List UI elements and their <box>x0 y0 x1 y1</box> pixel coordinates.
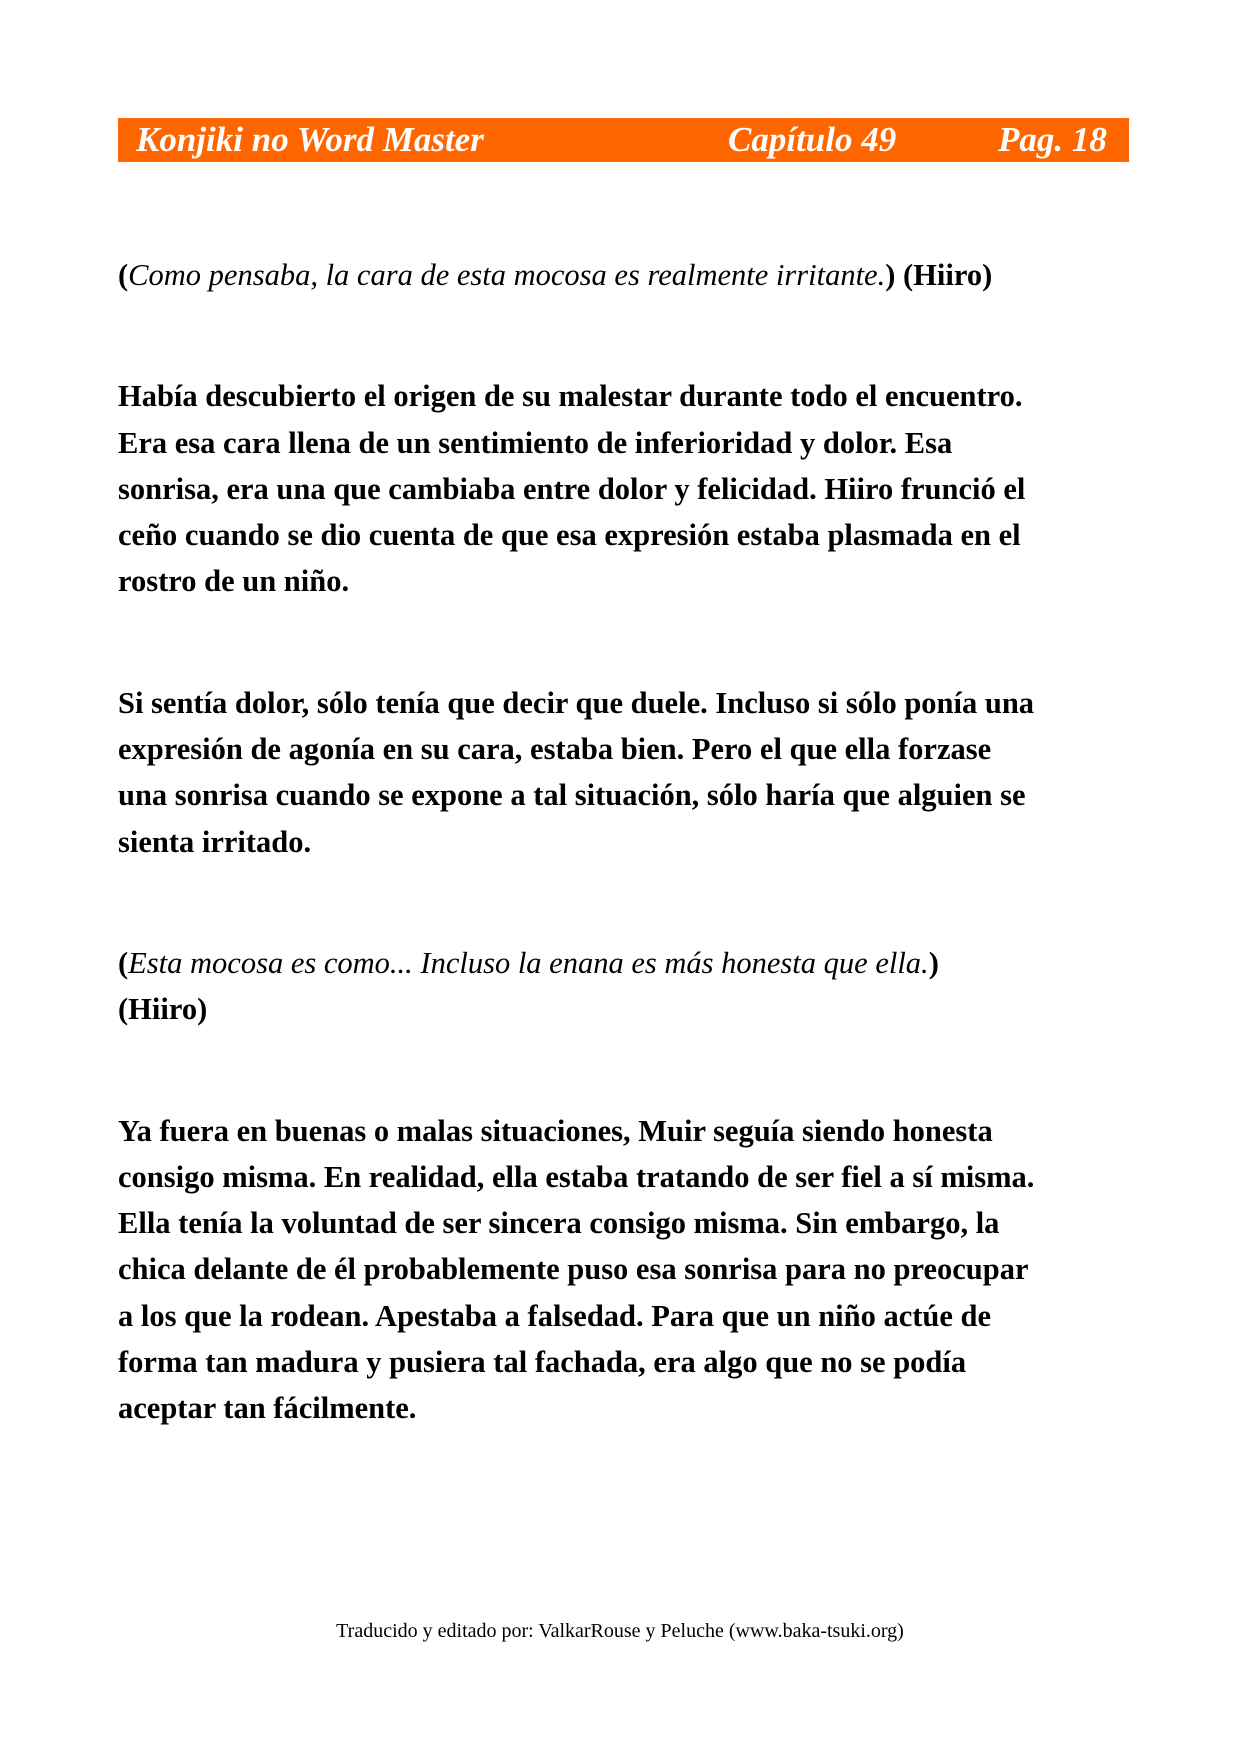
blank-line <box>118 605 1138 651</box>
text-line <box>118 940 1138 986</box>
body-paragraph <box>118 373 1138 604</box>
page-header <box>118 118 1129 162</box>
speaker-tag: (Hiiro) <box>118 992 208 1027</box>
text-line: consigo misma. En realidad, ella estaba tratando de ser fiel a sí misma. <box>118 1159 1035 1194</box>
open-paren: ( <box>118 945 129 980</box>
open-paren: ( <box>118 258 129 292</box>
text-line: Había descubierto el origen de su malestar durante todo el encuentro. <box>118 379 1023 414</box>
blank-line <box>118 1033 1138 1079</box>
novel-title: Konjiki no Word Master <box>136 120 484 159</box>
text-line: sonrisa, era una que cambiaba entre dolor y felicidad. Hiiro frunció el <box>118 471 1026 506</box>
blank-gap <box>118 1079 1138 1108</box>
text-line: expresión de agonía en su cara, estaba bien. Pero el que ella forzase <box>118 732 992 767</box>
blank-line <box>118 298 1138 344</box>
inner-thought: Esta mocosa es como... Incluso la enana es más honesta que ella. <box>128 945 929 980</box>
page-number: Pag. 18 <box>998 120 1107 159</box>
text-line: chica delante de él probablemente puso esa sonrisa para no preocupar <box>118 1252 1029 1287</box>
blank-line <box>118 865 1138 911</box>
inner-thought: Como pensaba, la cara de esta mocosa es realmente irritante. <box>128 258 886 292</box>
text-line: Si sentía dolor, sólo tenía que decir que duele. Incluso si sólo ponía una <box>118 685 1035 720</box>
text-line: Ya fuera en buenas o malas situaciones, Muir seguía siendo honesta <box>118 1113 993 1148</box>
text-line: sienta irritado. <box>118 824 312 859</box>
close-paren: ) <box>928 945 939 980</box>
text-line: ceño cuando se dio cuenta de que esa expresión estaba plasmada en el <box>118 518 1021 553</box>
body-paragraph <box>118 680 1138 865</box>
speaker-tag: (Hiiro) <box>895 258 993 292</box>
text-line: Ella tenía la voluntad de ser sincera consigo misma. Sin embargo, la <box>118 1206 1000 1241</box>
text-line: rostro de un niño. <box>118 564 350 599</box>
text-line: Era esa cara llena de un sentimiento de inferioridad y dolor. Esa <box>118 425 953 460</box>
translation-credits: Traducido y editado por: ValkarRouse y Peluche (www.baka-tsuki.org) <box>336 1620 904 1642</box>
text-line: aceptar tan fácilmente. <box>118 1391 417 1426</box>
blank-gap <box>118 911 1138 940</box>
blank-gap <box>118 651 1138 680</box>
text-line: una sonrisa cuando se expone a tal situación, sólo haría que alguien se <box>118 778 1026 813</box>
text-line: forma tan madura y pusiera tal fachada, era algo que no se podía <box>118 1345 967 1380</box>
blank-gap <box>118 344 1138 373</box>
thought-paragraph <box>118 940 1138 1033</box>
thought-paragraph <box>118 252 1138 298</box>
chapter-label: Capítulo 49 <box>728 120 897 159</box>
text-line: a los que la rodean. Apestaba a falsedad. Para que un niño actúe de <box>118 1298 992 1333</box>
page-body <box>118 252 1138 1432</box>
close-paren: ) <box>885 258 896 292</box>
body-paragraph <box>118 1108 1138 1432</box>
